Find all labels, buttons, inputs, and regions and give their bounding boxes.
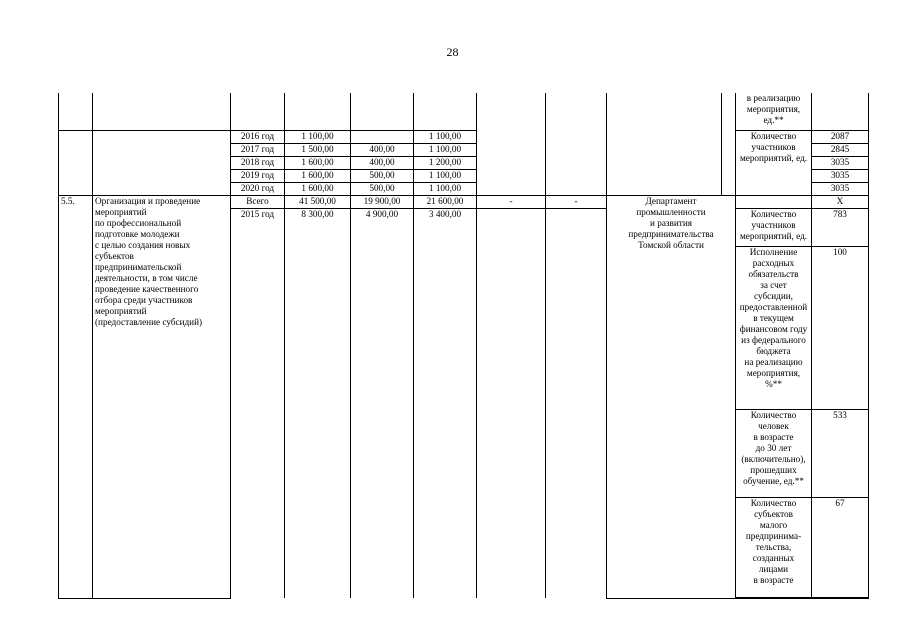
cell-empty [93,156,231,169]
cell-empty [477,143,546,156]
item-total-row [59,195,869,208]
cell-empty [477,130,546,143]
indicator-name: Количество субъектов малого предпринима- тельства, созданных лицами в возрасте [736,497,812,597]
regional-cell: 1 100,00 [414,182,477,195]
federal-cell: 4 900,00 [351,208,414,598]
indicator-name: Количество человек в возрасте до 30 лет (включительно), прошедших обучение, ед.** [736,409,812,497]
cell-empty [607,182,722,195]
total-label: Всего [231,195,285,208]
executor-cell: Департамент промышленности и развития предпринимательства Томской области [607,195,736,598]
cell-empty [59,169,93,182]
year-cell: 2018 год [231,156,285,169]
cell-empty [59,156,93,169]
federal-cell: 400,00 [351,143,414,156]
federal-cell [351,130,414,143]
indicator-continuation: в реализацию мероприятия, ед.** [736,93,812,130]
total-cell: 1 600,00 [285,169,351,182]
cell-empty [736,182,812,195]
cell-empty [722,143,736,156]
year-cell: 2019 год [231,169,285,182]
cell-empty [231,93,285,130]
target-value: 3035 [812,182,869,195]
cell-empty [736,169,812,182]
cell-empty [414,93,477,130]
cell-empty [477,169,546,182]
regional-cell: 3 400,00 [414,208,477,598]
item-name: Организация и проведение мероприятий по профессиональной подготовке молодежи с целью создания новых субъектов предпринимательской деятельности, в том числе проведение качественного отбора среди участников мероприятий (предоставление субсидий) [93,195,231,598]
total-cell: 41 500,00 [285,195,351,208]
continuation-row [59,93,869,130]
cell-empty [546,182,607,195]
cell-empty [477,182,546,195]
cell-empty [722,93,736,130]
x-mark: Х [812,195,869,208]
indicator-value: 100 [812,246,869,409]
cell-empty [736,195,812,208]
cell-empty [59,130,93,143]
target-value: 2845 [812,143,869,156]
cell-empty [546,130,607,143]
federal-cell: 19 900,00 [351,195,414,208]
regional-cell: 1 100,00 [414,130,477,143]
dash-cell: - [546,195,607,208]
cell-empty [607,143,722,156]
cell-empty [722,169,736,182]
total-cell: 1 500,00 [285,143,351,156]
indicator-value: 783 [812,208,869,246]
indicator-value: 533 [812,409,869,497]
cell-empty [93,93,231,130]
total-cell: 1 600,00 [285,182,351,195]
indicator-name: Количество участников мероприятий, ед. [736,208,812,246]
cell-empty [477,208,546,598]
cell-empty [59,182,93,195]
federal-cell: 400,00 [351,156,414,169]
federal-cell: 500,00 [351,169,414,182]
cell-empty [93,143,231,156]
target-value: 3035 [812,156,869,169]
federal-cell: 500,00 [351,182,414,195]
cell-empty [722,182,736,195]
cell-empty [607,93,722,130]
cell-empty [546,143,607,156]
indicator-name: Количество участников мероприятий, ед. [736,130,812,169]
cell-empty [607,169,722,182]
cell-empty [812,597,869,598]
cell-empty [736,597,812,598]
cell-empty [546,169,607,182]
cell-empty [812,93,869,130]
page-number: 28 [446,45,459,59]
cell-empty [285,93,351,130]
cell-empty [546,208,607,598]
year-cell: 2016 год [231,130,285,143]
total-cell: 1 100,00 [285,130,351,143]
target-value: 3035 [812,169,869,182]
cell-empty [59,93,93,130]
total-cell: 8 300,00 [285,208,351,598]
indicator-value: 67 [812,497,869,597]
cell-empty [93,169,231,182]
dash-cell: - [477,195,546,208]
regional-cell: 21 600,00 [414,195,477,208]
cell-empty [93,182,231,195]
cell-empty [607,156,722,169]
year-cell: 2017 год [231,143,285,156]
cell-empty [722,130,736,143]
cell-empty [477,93,546,130]
item-number: 5.5. [59,195,93,598]
year-row [59,130,869,143]
cell-empty [477,156,546,169]
year-row [59,169,869,182]
year-cell: 2020 год [231,182,285,195]
cell-empty [351,93,414,130]
regional-cell: 1 100,00 [414,169,477,182]
cell-empty [546,156,607,169]
program-table [58,93,869,599]
year-row [59,182,869,195]
regional-cell: 1 200,00 [414,156,477,169]
year-cell: 2015 год [231,208,285,598]
cell-empty [93,130,231,143]
cell-empty [59,143,93,156]
indicator-name: Исполнение расходных обязательств за счет субсидии, предоставленной в текущем финансовом году из федерального бюджета на реализацию мероприятия, %** [736,246,812,409]
total-cell: 1 600,00 [285,156,351,169]
cell-empty [722,156,736,169]
regional-cell: 1 100,00 [414,143,477,156]
cell-empty [607,130,722,143]
target-value: 2087 [812,130,869,143]
cell-empty [546,93,607,130]
